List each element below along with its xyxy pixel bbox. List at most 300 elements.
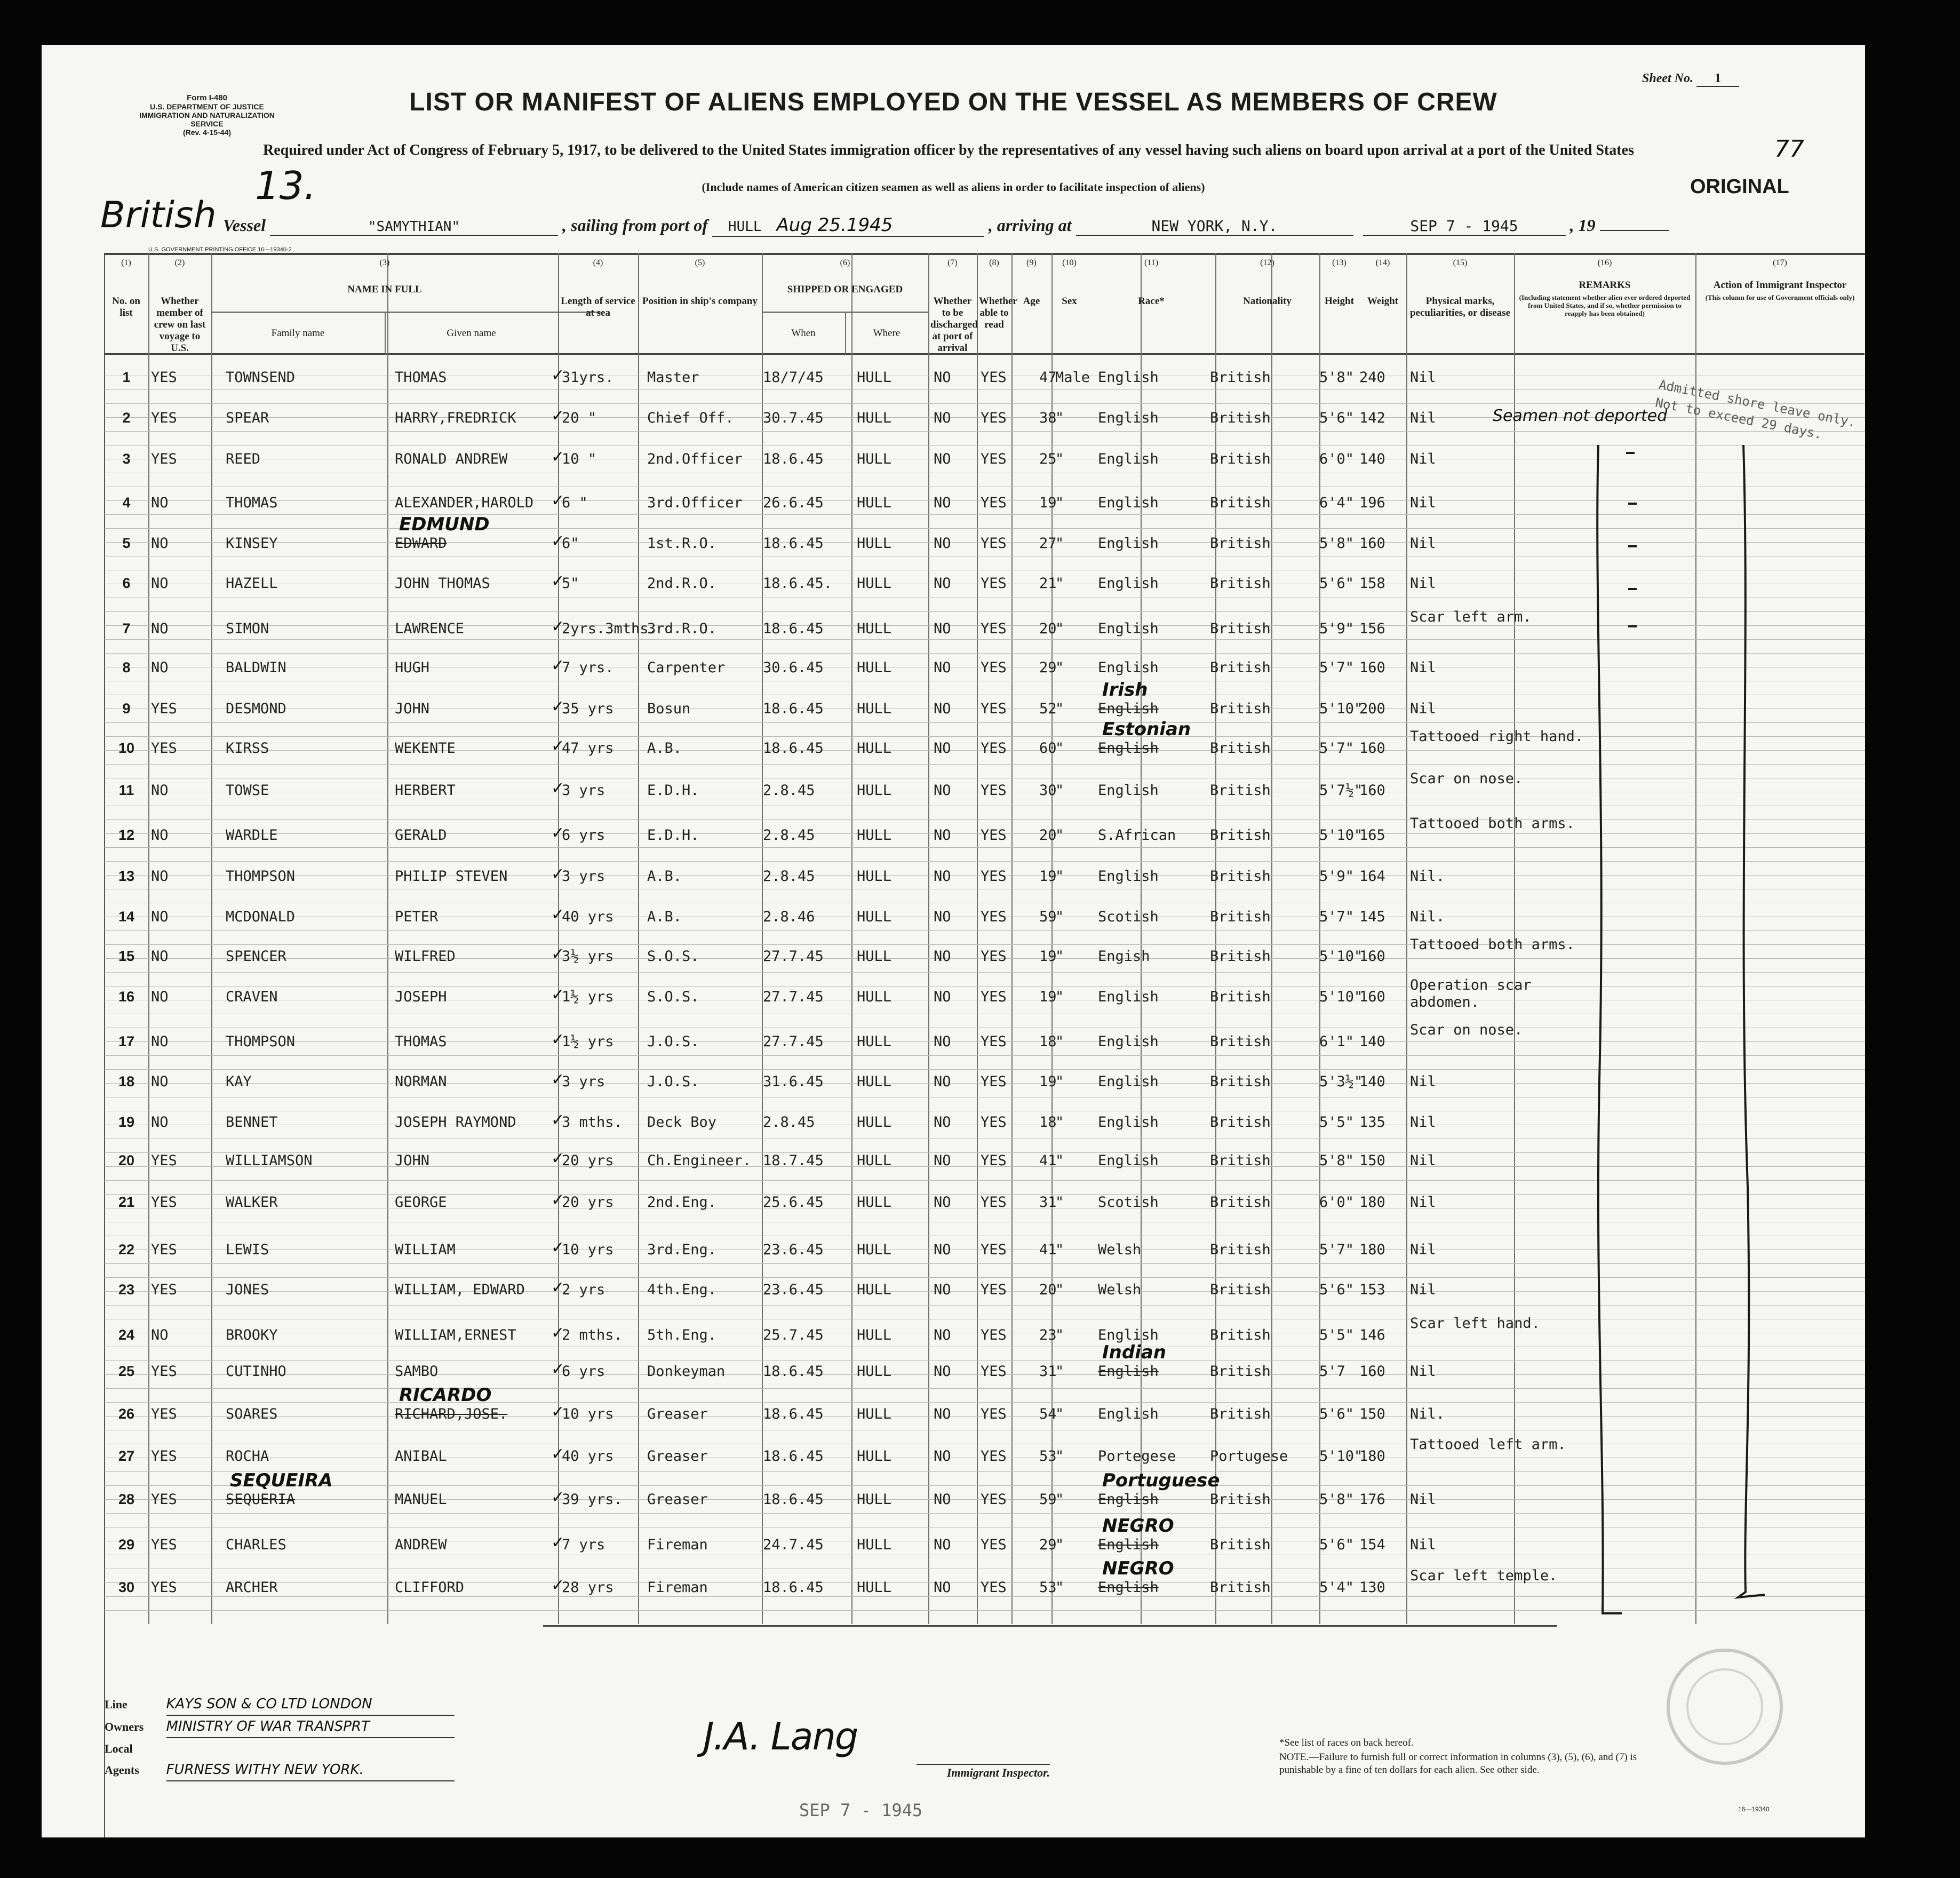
year-label: , 19 bbox=[1569, 216, 1596, 235]
cell-race: English bbox=[1098, 782, 1159, 799]
cell-given: ALEXANDER,HAROLD bbox=[395, 495, 534, 511]
cell-when: 30.6.45 bbox=[763, 659, 824, 676]
cell-read: YES bbox=[981, 1327, 1007, 1343]
agents-value: FURNESS WITHY NEW YORK. bbox=[166, 1759, 455, 1781]
check-mark-icon: ✓ bbox=[551, 824, 565, 842]
cell-disch: NO bbox=[934, 575, 951, 592]
column-header: Whether member of crew on last voyage to U.S. bbox=[154, 296, 206, 354]
cell-service: 10 " bbox=[562, 451, 597, 467]
cell-no: 6 bbox=[122, 575, 131, 591]
cell-position: Fireman bbox=[647, 1579, 708, 1596]
cell-family: THOMPSON bbox=[226, 868, 296, 885]
cell-disch: NO bbox=[934, 535, 951, 552]
cell-age: 31 bbox=[1039, 1194, 1057, 1211]
cell-marks: Nil bbox=[1410, 1114, 1436, 1131]
cell-race: English bbox=[1098, 1114, 1159, 1131]
cell-when: 24.7.45 bbox=[763, 1537, 824, 1553]
cell-marks: Nil bbox=[1410, 659, 1436, 676]
column-header: Length of service at sea bbox=[561, 296, 635, 319]
cell-disch: NO bbox=[934, 948, 951, 965]
cell-race: English bbox=[1098, 410, 1159, 426]
cell-no: 7 bbox=[122, 620, 131, 636]
cell-family: LEWIS bbox=[226, 1242, 269, 1258]
cell-race: English bbox=[1098, 1073, 1159, 1090]
cell-given: WILLIAM, EDWARD bbox=[395, 1282, 525, 1298]
cell-last: NO bbox=[151, 535, 169, 552]
cell-age: 59 bbox=[1039, 1491, 1057, 1508]
cell-last: YES bbox=[151, 740, 177, 757]
cell-no: 3 bbox=[122, 451, 131, 467]
cell-weight: 154 bbox=[1359, 1537, 1385, 1553]
cell-weight: 150 bbox=[1359, 1406, 1385, 1422]
cell-sex: " bbox=[1055, 909, 1064, 925]
remarks-ditto-brackets bbox=[1562, 440, 1861, 1720]
cell-disch: NO bbox=[934, 1242, 951, 1258]
cell-age: 19 bbox=[1039, 1073, 1057, 1090]
cell-when: 27.7.45 bbox=[763, 1033, 824, 1050]
cell-disch: NO bbox=[934, 1152, 951, 1169]
check-mark-icon: ✓ bbox=[551, 697, 565, 716]
column-header: Age bbox=[1023, 296, 1040, 307]
cell-disch: NO bbox=[934, 1491, 951, 1508]
cell-race: English bbox=[1098, 1327, 1159, 1343]
cell-position: 2nd.Officer bbox=[647, 451, 743, 467]
cell-weight: 180 bbox=[1359, 1194, 1385, 1211]
cell-read: YES bbox=[981, 909, 1007, 925]
cell-marks: Scar left arm. bbox=[1410, 609, 1532, 625]
cell-age: 38 bbox=[1039, 410, 1057, 426]
cell-weight: 140 bbox=[1359, 451, 1385, 467]
cell-marks: Scar on nose. bbox=[1410, 770, 1523, 787]
check-mark-icon: ✓ bbox=[551, 985, 565, 1004]
check-mark-icon: ✓ bbox=[551, 491, 565, 510]
column-header: Whether to be discharged at port of arrival bbox=[930, 296, 978, 354]
cell-family: CUTINHO bbox=[226, 1363, 286, 1380]
cell-nat: British bbox=[1210, 909, 1271, 925]
cell-nat: British bbox=[1210, 575, 1271, 592]
cell-no: 14 bbox=[118, 909, 135, 925]
cell-read: YES bbox=[981, 868, 1007, 885]
cell-read: YES bbox=[981, 1448, 1007, 1465]
cell-marks: Nil bbox=[1410, 701, 1436, 717]
cell-when: 23.6.45 bbox=[763, 1242, 824, 1258]
cell-last: NO bbox=[151, 495, 169, 511]
cell-family: TOWSE bbox=[226, 782, 269, 799]
cell-where: HULL bbox=[857, 782, 892, 799]
column-number: (4) bbox=[593, 258, 603, 267]
check-mark-icon: ✓ bbox=[551, 945, 565, 964]
cell-family: WILLIAMSON bbox=[226, 1152, 313, 1169]
cell-height: 5'5" bbox=[1319, 1327, 1355, 1343]
cell-service: 7 yrs. bbox=[562, 659, 614, 676]
cell-race: English bbox=[1098, 1363, 1159, 1380]
cell-service: 3 yrs bbox=[562, 868, 605, 885]
cell-age: 19 bbox=[1039, 948, 1057, 965]
cell-no: 21 bbox=[118, 1194, 135, 1210]
cell-race: English bbox=[1098, 535, 1159, 552]
cell-race: English bbox=[1098, 740, 1159, 757]
cell-family: WARDLE bbox=[226, 827, 278, 843]
cell-sex: Male bbox=[1055, 369, 1090, 386]
cell-nat: British bbox=[1210, 659, 1271, 676]
cell-position: 2nd.R.O. bbox=[647, 575, 717, 592]
cell-where: HULL bbox=[857, 827, 892, 843]
cell-height: 5'6" bbox=[1319, 575, 1355, 592]
cell-given: RONALD ANDREW bbox=[395, 451, 508, 467]
cell-weight: 150 bbox=[1359, 1152, 1385, 1169]
cell-read: YES bbox=[981, 701, 1007, 717]
cell-when: 2.8.46 bbox=[763, 909, 815, 925]
cell-given: EDWARD bbox=[395, 535, 447, 552]
cell-when: 2.8.45 bbox=[763, 868, 815, 885]
check-mark-icon: ✓ bbox=[551, 1191, 565, 1209]
cell-marks: Nil bbox=[1410, 1073, 1436, 1090]
cell-family: KAY bbox=[226, 1073, 252, 1090]
check-mark-icon: ✓ bbox=[551, 1030, 565, 1049]
column-number: (13) bbox=[1332, 258, 1346, 267]
cell-nat: British bbox=[1210, 782, 1271, 799]
cell-age: 29 bbox=[1039, 1537, 1057, 1553]
cell-sex: " bbox=[1055, 948, 1064, 965]
cell-sex: " bbox=[1055, 701, 1064, 717]
cell-where: HULL bbox=[857, 1579, 892, 1596]
cell-weight: 140 bbox=[1359, 1033, 1385, 1050]
cell-disch: NO bbox=[934, 1579, 951, 1596]
cell-when: 18.6.45 bbox=[763, 740, 824, 757]
cell-race: English bbox=[1098, 1537, 1159, 1553]
cell-age: 20 bbox=[1039, 1282, 1057, 1298]
table-row bbox=[42, 366, 1865, 401]
cell-when: 30.7.45 bbox=[763, 410, 824, 426]
cell-when: 18.6.45 bbox=[763, 701, 824, 717]
column-header: Race* bbox=[1138, 296, 1165, 307]
cell-nat: British bbox=[1210, 620, 1271, 637]
cell-family: JONES bbox=[226, 1282, 269, 1298]
column-header: REMARKS (Including statement whether alien ever ordered deported from United States, and if so, whether permission to reapply has been obtained) bbox=[1516, 280, 1693, 317]
column-number: (14) bbox=[1375, 258, 1390, 267]
cell-weight: 145 bbox=[1359, 909, 1385, 925]
check-mark-icon: ✓ bbox=[551, 617, 565, 636]
cell-read: YES bbox=[981, 451, 1007, 467]
cell-height: 6'4" bbox=[1319, 495, 1355, 511]
cell-position: 2nd.Eng. bbox=[647, 1194, 717, 1211]
cell-sex: " bbox=[1055, 1152, 1064, 1169]
sailing-label: , sailing from port of bbox=[562, 216, 708, 235]
cell-nat: British bbox=[1210, 1579, 1271, 1596]
column-header: SHIPPED OR ENGAGED bbox=[787, 284, 903, 295]
cell-last: NO bbox=[151, 989, 169, 1005]
cell-read: YES bbox=[981, 740, 1007, 757]
sheet-value: 1 bbox=[1696, 71, 1739, 87]
cell-race: Portegese bbox=[1098, 1448, 1176, 1465]
cell-nat: British bbox=[1210, 1033, 1271, 1050]
cell-when: 2.8.45 bbox=[763, 782, 815, 799]
cell-service: 20 yrs bbox=[562, 1194, 614, 1211]
cell-weight: 160 bbox=[1359, 948, 1385, 965]
cell-nat: British bbox=[1210, 989, 1271, 1005]
cell-height: 5'7" bbox=[1319, 740, 1355, 757]
cell-disch: NO bbox=[934, 620, 951, 637]
cell-read: YES bbox=[981, 1579, 1007, 1596]
handwritten-correction: NEGRO bbox=[1102, 1558, 1174, 1579]
cell-marks: Operation scar abdomen. bbox=[1410, 977, 1532, 1010]
cell-sex: " bbox=[1055, 495, 1064, 511]
inspector-signature: J.A. Lang bbox=[703, 1715, 858, 1758]
cell-where: HULL bbox=[857, 575, 892, 592]
cell-nat: British bbox=[1210, 868, 1271, 885]
cell-weight: 176 bbox=[1359, 1491, 1385, 1508]
cell-nat: British bbox=[1210, 1363, 1271, 1380]
nationality-handwritten: British bbox=[100, 194, 217, 236]
cell-family: THOMPSON bbox=[226, 1033, 296, 1050]
cell-disch: NO bbox=[934, 1194, 951, 1211]
mark-77: 77 bbox=[1774, 136, 1804, 163]
column-subheader: Given name bbox=[447, 328, 496, 339]
cell-position: E.D.H. bbox=[647, 782, 699, 799]
cell-marks: Nil. bbox=[1410, 1406, 1445, 1422]
vessel-name: "SAMYTHIAN" bbox=[270, 219, 558, 236]
column-number: (5) bbox=[695, 258, 705, 267]
cell-height: 5'10" bbox=[1319, 989, 1363, 1005]
sailing-port-field bbox=[712, 214, 984, 237]
cell-race: English bbox=[1098, 451, 1159, 467]
cell-position: 3rd.Eng. bbox=[647, 1242, 717, 1258]
cell-no: 29 bbox=[118, 1537, 135, 1553]
cell-when: 18.6.45 bbox=[763, 1406, 824, 1422]
cell-no: 24 bbox=[118, 1327, 135, 1343]
cell-marks: Nil bbox=[1410, 1537, 1436, 1553]
cell-where: HULL bbox=[857, 451, 892, 467]
cell-given: JOHN THOMAS bbox=[395, 575, 490, 592]
cell-age: 31 bbox=[1039, 1363, 1057, 1380]
column-header: Action of Immigrant Inspector (This column for use of Government officials only) bbox=[1698, 280, 1862, 301]
cell-where: HULL bbox=[857, 1194, 892, 1211]
cell-no: 26 bbox=[118, 1406, 135, 1422]
cell-family: ROCHA bbox=[226, 1448, 269, 1465]
cell-when: 2.8.45 bbox=[763, 827, 815, 843]
cell-given: WILLIAM bbox=[395, 1242, 456, 1258]
cell-disch: NO bbox=[934, 1448, 951, 1465]
cell-when: 27.7.45 bbox=[763, 989, 824, 1005]
cell-last: NO bbox=[151, 1327, 169, 1343]
cell-when: 18.7.45 bbox=[763, 1152, 824, 1169]
column-header: Position in ship's company bbox=[642, 296, 758, 307]
cell-height: 5'6" bbox=[1319, 1406, 1355, 1422]
cell-last: YES bbox=[151, 1579, 177, 1596]
cell-position: Deck Boy bbox=[647, 1114, 717, 1131]
cell-read: YES bbox=[981, 989, 1007, 1005]
manifest-page bbox=[42, 45, 1865, 1837]
cell-where: HULL bbox=[857, 659, 892, 676]
cell-nat: British bbox=[1210, 1537, 1271, 1553]
cell-no: 19 bbox=[118, 1114, 135, 1130]
cell-height: 5'6" bbox=[1319, 410, 1355, 426]
cell-race: Welsh bbox=[1098, 1242, 1142, 1258]
cell-when: 18.6.45 bbox=[763, 620, 824, 637]
cell-race: English bbox=[1098, 620, 1159, 637]
check-mark-icon: ✓ bbox=[551, 656, 565, 675]
cell-sex: " bbox=[1055, 1033, 1064, 1050]
column-number: (3) bbox=[379, 258, 390, 267]
check-mark-icon: ✓ bbox=[551, 1111, 565, 1129]
cell-given: JOSEPH RAYMOND bbox=[395, 1114, 516, 1131]
agents-label: Local Agents bbox=[105, 1742, 139, 1777]
cell-given: ANIBAL bbox=[395, 1448, 447, 1465]
cell-nat: British bbox=[1210, 495, 1271, 511]
cell-height: 5'8" bbox=[1319, 1491, 1355, 1508]
check-mark-icon: ✓ bbox=[551, 1070, 565, 1089]
cell-weight: 180 bbox=[1359, 1242, 1385, 1258]
cell-service: 3½ yrs bbox=[562, 948, 614, 965]
cell-height: 5'10" bbox=[1319, 948, 1363, 965]
column-header: Weight bbox=[1367, 296, 1399, 307]
agents-field bbox=[105, 1738, 455, 1781]
cell-when: 18.6.45 bbox=[763, 1363, 824, 1380]
cell-service: 39 yrs. bbox=[562, 1491, 623, 1508]
check-mark-icon: ✓ bbox=[551, 366, 565, 385]
sail-date-handwritten: Aug 25.1945 bbox=[776, 214, 893, 236]
cell-service: 1½ yrs bbox=[562, 989, 614, 1005]
cell-read: YES bbox=[981, 620, 1007, 637]
cell-race: English bbox=[1098, 1033, 1159, 1050]
remarks-stamp: Admitted shore leave only. Not to exceed 29 days. bbox=[1654, 377, 1858, 442]
cell-marks: Scar left temple. bbox=[1410, 1567, 1558, 1584]
cell-read: YES bbox=[981, 410, 1007, 426]
cell-given: HERBERT bbox=[395, 782, 456, 799]
cell-last: YES bbox=[151, 1491, 177, 1508]
cell-last: YES bbox=[151, 1152, 177, 1169]
column-header: No. on list bbox=[112, 296, 140, 319]
cell-nat: British bbox=[1210, 948, 1271, 965]
cell-read: YES bbox=[981, 1242, 1007, 1258]
cell-disch: NO bbox=[934, 451, 951, 467]
cell-last: NO bbox=[151, 827, 169, 843]
cell-position: 3rd.R.O. bbox=[647, 620, 717, 637]
cell-marks: Nil bbox=[1410, 1282, 1436, 1298]
cell-disch: NO bbox=[934, 1282, 951, 1298]
cell-where: HULL bbox=[857, 1363, 892, 1380]
cell-race: English bbox=[1098, 868, 1159, 885]
cell-where: HULL bbox=[857, 948, 892, 965]
cell-sex: " bbox=[1055, 659, 1064, 676]
office-seal bbox=[1663, 1645, 1786, 1768]
cell-marks: Scar on nose. bbox=[1410, 1022, 1523, 1038]
cell-read: YES bbox=[981, 1073, 1007, 1090]
cell-age: 21 bbox=[1039, 575, 1057, 592]
cell-position: 5th.Eng. bbox=[647, 1327, 717, 1343]
cell-height: 5'7" bbox=[1319, 659, 1355, 676]
cell-when: 2.8.45 bbox=[763, 1114, 815, 1131]
cell-last: YES bbox=[151, 701, 177, 717]
cell-marks: Tattooed both arms. bbox=[1410, 936, 1575, 953]
cell-given: GEORGE bbox=[395, 1194, 447, 1211]
cell-marks: Nil. bbox=[1410, 868, 1445, 885]
cell-race: English bbox=[1098, 1406, 1159, 1422]
cell-weight: 180 bbox=[1359, 1448, 1385, 1465]
cell-position: E.D.H. bbox=[647, 827, 699, 843]
cell-age: 19 bbox=[1039, 868, 1057, 885]
cell-height: 5'7" bbox=[1319, 909, 1355, 925]
cell-service: 2 mths. bbox=[562, 1327, 623, 1343]
cell-when: 18.6.45 bbox=[763, 451, 824, 467]
column-number: (12) bbox=[1260, 258, 1274, 267]
cell-read: YES bbox=[981, 948, 1007, 965]
check-mark-icon: ✓ bbox=[551, 737, 565, 755]
check-mark-icon: ✓ bbox=[551, 572, 565, 591]
owners-field bbox=[105, 1716, 455, 1738]
cell-marks: Tattooed both arms. bbox=[1410, 815, 1575, 832]
check-mark-icon: ✓ bbox=[551, 448, 565, 466]
cell-nat: British bbox=[1210, 740, 1271, 757]
cell-height: 6'0" bbox=[1319, 1194, 1355, 1211]
cell-last: YES bbox=[151, 451, 177, 467]
cell-no: 28 bbox=[118, 1491, 135, 1507]
column-number: (10) bbox=[1062, 258, 1077, 267]
vessel-line bbox=[223, 214, 1669, 237]
cell-race: Scotish bbox=[1098, 909, 1159, 925]
check-mark-icon: ✓ bbox=[551, 905, 565, 924]
cell-where: HULL bbox=[857, 495, 892, 511]
cell-family: BENNET bbox=[226, 1114, 278, 1131]
cell-where: HULL bbox=[857, 989, 892, 1005]
cell-read: YES bbox=[981, 659, 1007, 676]
cell-marks: Nil bbox=[1410, 410, 1436, 426]
cell-height: 6'1" bbox=[1319, 1033, 1355, 1050]
cell-family: HAZELL bbox=[226, 575, 278, 592]
cell-last: NO bbox=[151, 909, 169, 925]
column-subheader: Family name bbox=[271, 328, 325, 339]
cell-sex: " bbox=[1055, 1363, 1064, 1380]
cell-position: S.O.S. bbox=[647, 989, 699, 1005]
cell-sex: " bbox=[1055, 1114, 1064, 1131]
cell-given: CLIFFORD bbox=[395, 1579, 465, 1596]
cell-weight: 158 bbox=[1359, 575, 1385, 592]
cell-when: 18.6.45 bbox=[763, 1448, 824, 1465]
printer-line: U.S. GOVERNMENT PRINTING OFFICE 16—19340-2 bbox=[148, 246, 292, 253]
cell-disch: NO bbox=[934, 989, 951, 1005]
cell-no: 17 bbox=[118, 1033, 135, 1049]
check-mark-icon: ✓ bbox=[551, 1149, 565, 1168]
cell-position: J.O.S. bbox=[647, 1033, 699, 1050]
cell-read: YES bbox=[981, 535, 1007, 552]
cell-family: SIMON bbox=[226, 620, 269, 637]
cell-no: 4 bbox=[122, 495, 131, 511]
cell-nat: British bbox=[1210, 827, 1271, 843]
year-blank bbox=[1600, 230, 1669, 231]
cell-where: HULL bbox=[857, 620, 892, 637]
check-mark-icon: ✓ bbox=[551, 532, 565, 551]
cell-no: 2 bbox=[122, 410, 131, 426]
cell-disch: NO bbox=[934, 740, 951, 757]
cell-age: 25 bbox=[1039, 451, 1057, 467]
cell-age: 19 bbox=[1039, 989, 1057, 1005]
cell-disch: NO bbox=[934, 1537, 951, 1553]
cell-service: 3 mths. bbox=[562, 1114, 623, 1131]
cell-sex: " bbox=[1055, 782, 1064, 799]
cell-height: 5'5" bbox=[1319, 1114, 1355, 1131]
cell-given: JOSEPH bbox=[395, 989, 447, 1005]
footer-left bbox=[105, 1693, 455, 1781]
cell-read: YES bbox=[981, 1282, 1007, 1298]
cell-service: 2yrs.3mths. bbox=[562, 620, 657, 637]
cell-when: 18/7/45 bbox=[763, 369, 824, 386]
cell-last: YES bbox=[151, 410, 177, 426]
cell-where: HULL bbox=[857, 1114, 892, 1131]
check-mark-icon: ✓ bbox=[551, 1360, 565, 1379]
check-mark-icon: ✓ bbox=[551, 779, 565, 798]
cell-marks: Nil bbox=[1410, 1152, 1436, 1169]
column-number: (16) bbox=[1597, 258, 1612, 267]
